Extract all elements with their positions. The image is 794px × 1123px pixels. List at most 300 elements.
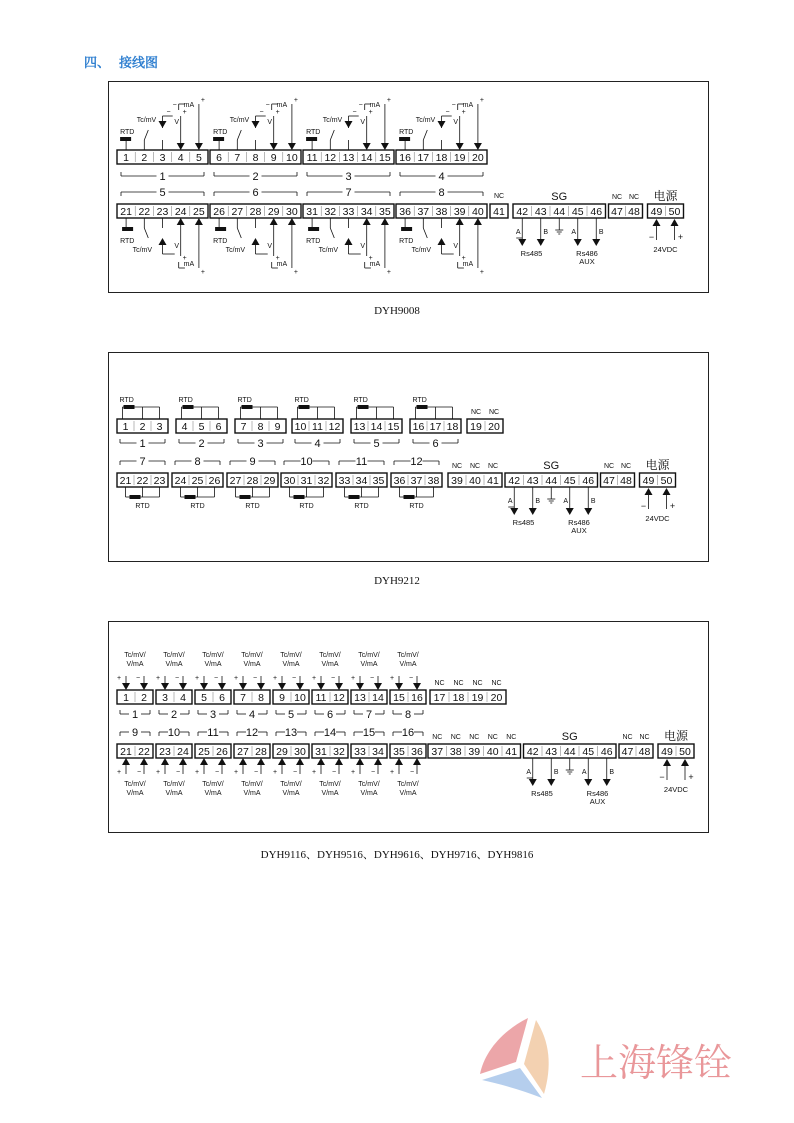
input-type-label: Tc/mV/	[319, 781, 341, 788]
ma-arrow-icon	[474, 143, 482, 150]
rtd-resistor-icon	[401, 227, 412, 231]
terminal-number: 39	[451, 475, 463, 487]
sg-label: SG	[543, 460, 560, 472]
terminal-number: 18	[452, 692, 465, 704]
terminal-number: 23	[159, 746, 171, 758]
terminal-number: 45	[563, 475, 576, 487]
plus-label: +	[200, 97, 205, 104]
rs485-aux-label: Rs486	[576, 249, 598, 258]
rtd-label: RTD	[213, 238, 228, 245]
arrow-down-icon	[592, 239, 600, 246]
tc-mv-label: Tc/mV	[132, 247, 153, 254]
minus-label: −	[292, 769, 298, 776]
caption-dyh9116-series: DYH9116、DYH9516、DYH9616、DYH9716、DYH9816	[260, 849, 534, 861]
input-type-label: Tc/mV/	[397, 781, 419, 788]
input-type-label: Tc/mV/	[319, 652, 341, 659]
nc-label: NC	[451, 463, 463, 470]
power-plus-label: +	[688, 772, 694, 782]
tc-arrow-icon	[438, 238, 446, 245]
rtd-label: RTD	[294, 397, 309, 404]
terminal-number: 38	[427, 475, 440, 487]
terminal-number: 30	[294, 746, 306, 758]
watermark-text: 上海锋铨	[580, 1041, 733, 1085]
arrow-up-icon	[663, 488, 671, 495]
minus-label: −	[259, 109, 264, 116]
input-type-label: V/mA	[399, 790, 417, 797]
arrow-up-icon	[645, 488, 653, 495]
tc-mv-label: Tc/mV	[136, 117, 157, 124]
group-label: 7	[139, 456, 146, 468]
terminal-number: 12	[324, 152, 337, 164]
minus-label: −	[358, 102, 363, 109]
terminal-number: 19	[471, 692, 484, 704]
rtd-label: RTD	[135, 503, 150, 510]
wire-line	[330, 228, 334, 238]
terminal-number: 15	[379, 152, 391, 164]
arrow-down-icon	[529, 508, 537, 515]
rtd-label: RTD	[354, 503, 369, 510]
v-label: V	[360, 119, 366, 126]
terminal-number: 32	[324, 206, 337, 218]
rtd-resistor-icon	[294, 495, 305, 499]
group-label: 4	[314, 438, 321, 450]
group-label: 16	[401, 727, 415, 739]
terminal-a-label: A	[515, 229, 521, 236]
group-label: 12	[410, 456, 423, 468]
group-label: 9	[131, 727, 139, 739]
terminal-number: 2	[141, 152, 148, 164]
terminal-number: 9	[274, 421, 281, 433]
terminal-number: 28	[246, 475, 259, 487]
input-type-label: Tc/mV/	[202, 781, 224, 788]
rtd-resistor-icon	[124, 405, 135, 409]
group-label: 6	[326, 709, 334, 721]
terminal-number: 42	[526, 746, 539, 758]
group-label: 13	[284, 727, 298, 739]
minus-label: −	[445, 109, 450, 116]
terminal-number: 23	[153, 475, 166, 487]
nc-label: NC	[603, 463, 615, 470]
terminal-a-label: A	[563, 498, 569, 505]
group-label: 11	[207, 727, 219, 739]
rs485-aux-label: Rs486	[568, 518, 590, 527]
terminal-number: 33	[354, 746, 366, 758]
wiring-diagram-dyh9116-series	[108, 621, 709, 833]
plus-label: +	[461, 255, 466, 262]
group-label: 2	[170, 709, 178, 721]
group-label: 10	[300, 456, 313, 468]
nc-label: NC	[506, 734, 517, 741]
tc-arrow-icon	[159, 238, 167, 245]
rtd-resistor-icon	[306, 137, 317, 141]
terminal-number: 32	[317, 475, 330, 487]
input-type-label: V/mA	[165, 661, 183, 668]
aux-label: AUX	[589, 797, 606, 806]
group-label: 7	[365, 709, 373, 721]
terminal-number: 19	[453, 152, 466, 164]
terminal-b-label: B	[553, 769, 559, 776]
input-type-label: V/mA	[243, 790, 261, 797]
terminal-number: 36	[411, 746, 423, 758]
rs485-label: Rs485	[512, 518, 535, 527]
terminal-number: 46	[590, 206, 603, 218]
terminal-number: 6	[216, 152, 223, 164]
plus-label: +	[461, 109, 466, 116]
rtd-label: RTD	[399, 238, 414, 245]
rtd-label: RTD	[409, 503, 424, 510]
terminal-number: 36	[399, 206, 411, 218]
v-arrow-icon	[456, 143, 464, 150]
plus-label: +	[116, 675, 122, 682]
wiring-diagram-dyh9008	[108, 81, 709, 293]
terminal-number: 34	[355, 475, 368, 487]
rtd-resistor-icon	[215, 227, 226, 231]
minus-label: −	[174, 675, 180, 682]
rtd-label: RTD	[245, 503, 260, 510]
minus-label: −	[370, 769, 376, 776]
terminal-number: 44	[563, 746, 576, 758]
terminal-number: 31	[306, 206, 318, 218]
minus-label: −	[409, 769, 415, 776]
terminal-number: 12	[333, 692, 345, 704]
arrow-up-icon	[663, 759, 671, 766]
minus-label: −	[135, 675, 141, 682]
input-type-label: Tc/mV/	[241, 781, 263, 788]
nc-label: NC	[628, 194, 640, 201]
rtd-label: RTD	[178, 397, 193, 404]
input-arrow-icon	[140, 683, 148, 690]
terminal-number: 37	[410, 475, 423, 487]
plus-label: +	[389, 769, 395, 776]
terminal-number: 29	[276, 746, 288, 758]
rtd-resistor-icon	[358, 405, 369, 409]
v-label: V	[453, 243, 459, 250]
terminal-number: 41	[505, 746, 518, 758]
terminal-number: 47	[603, 475, 615, 487]
terminal-number: 1	[123, 152, 130, 164]
terminal-number: 48	[638, 746, 651, 758]
group-label: 5	[159, 187, 166, 199]
terminal-number: 17	[417, 152, 430, 164]
terminal-number: 25	[198, 746, 210, 758]
terminal-number: 29	[263, 475, 276, 487]
v-arrow-icon	[363, 218, 371, 225]
terminal-number: 6	[219, 692, 225, 704]
plus-label: +	[194, 769, 200, 776]
arrow-up-icon	[653, 219, 661, 226]
arrow-down-icon	[603, 779, 611, 786]
plus-label: +	[293, 269, 298, 276]
group-label: 5	[373, 438, 380, 450]
nc-label: NC	[469, 734, 480, 741]
terminal-number: 16	[399, 152, 411, 164]
v-label: V	[267, 243, 273, 250]
plus-label: +	[272, 769, 278, 776]
minus-label: −	[451, 102, 456, 109]
terminal-number: 22	[136, 475, 149, 487]
plus-label: +	[155, 769, 161, 776]
input-arrow-icon	[200, 683, 208, 690]
group-label: 1	[139, 438, 146, 450]
terminal-number: 14	[370, 421, 383, 433]
input-type-label: Tc/mV/	[124, 652, 146, 659]
caption-dyh9212: DYH9212	[374, 575, 420, 587]
plus-label: +	[233, 769, 239, 776]
terminal-number: 48	[620, 475, 632, 487]
wire-line	[330, 130, 334, 140]
input-type-label: Tc/mV/	[397, 652, 419, 659]
plus-label: +	[479, 269, 484, 276]
plus-label: +	[275, 109, 280, 116]
group-label: 2	[198, 438, 205, 450]
terminal-number: 47	[611, 206, 623, 218]
rtd-label: RTD	[306, 129, 321, 136]
input-type-label: V/mA	[204, 661, 222, 668]
input-type-label: Tc/mV/	[202, 652, 224, 659]
terminal-number: 14	[360, 152, 373, 164]
minus-label: −	[253, 769, 259, 776]
terminal-number: 47	[621, 746, 634, 758]
group-label: 1	[159, 171, 166, 183]
terminal-number: 11	[315, 692, 327, 704]
terminal-number: 39	[468, 746, 481, 758]
terminal-number: 15	[387, 421, 400, 433]
nc-label: NC	[620, 463, 632, 470]
arrow-up-icon	[122, 758, 130, 765]
group-label: 6	[432, 438, 439, 450]
terminal-number: 38	[449, 746, 462, 758]
terminal-number: 31	[300, 475, 313, 487]
arrow-down-icon	[537, 239, 545, 246]
plus-label: +	[311, 769, 317, 776]
terminal-number: 50	[679, 746, 691, 758]
rtd-resistor-icon	[122, 227, 133, 231]
plus-label: +	[293, 97, 298, 104]
terminal-a-label: A	[571, 229, 577, 236]
minus-label: −	[175, 769, 181, 776]
terminal-number: 15	[393, 692, 405, 704]
v-label: V	[267, 119, 273, 126]
rtd-resistor-icon	[120, 137, 131, 141]
arrow-up-icon	[296, 758, 304, 765]
group-label: 15	[362, 727, 376, 739]
terminal-number: 44	[545, 475, 558, 487]
nc-label: NC	[469, 463, 481, 470]
terminal-number: 26	[216, 746, 228, 758]
rtd-label: RTD	[299, 503, 314, 510]
rtd-label: RTD	[399, 129, 414, 136]
nc-label: NC	[470, 409, 482, 416]
arrow-up-icon	[239, 758, 247, 765]
terminal-number: 40	[472, 206, 484, 218]
terminal-number: 40	[486, 746, 499, 758]
rs485-label: Rs485	[520, 249, 543, 258]
terminal-number: 23	[156, 206, 169, 218]
rs485-label: Rs485	[531, 789, 553, 798]
terminal-number: 17	[429, 421, 442, 433]
input-type-label: Tc/mV/	[280, 781, 302, 788]
terminal-number: 29	[267, 206, 280, 218]
group-label: 4	[438, 171, 445, 183]
terminal-number: 3	[156, 421, 163, 433]
input-arrow-icon	[317, 683, 325, 690]
input-arrow-icon	[278, 683, 286, 690]
terminal-number: 45	[571, 206, 584, 218]
rtd-resistor-icon	[213, 137, 224, 141]
group-label: 8	[438, 187, 445, 199]
arrow-up-icon	[335, 758, 343, 765]
group-label: 6	[252, 187, 259, 199]
terminal-number: 4	[181, 421, 188, 433]
terminal-number: 25	[193, 206, 205, 218]
input-type-label: V/mA	[282, 661, 300, 668]
power-minus-label: −	[640, 501, 647, 511]
arrow-up-icon	[257, 758, 265, 765]
diagram-dyh9116-svg	[109, 622, 707, 831]
terminal-number: 27	[237, 746, 249, 758]
plus-label: +	[194, 675, 200, 682]
minus-label: −	[166, 109, 171, 116]
input-arrow-icon	[335, 683, 343, 690]
terminal-number: 8	[252, 152, 259, 164]
terminal-number: 5	[198, 421, 205, 433]
plus-label: +	[116, 769, 122, 776]
watermark-logo-svg	[470, 1012, 770, 1102]
terminal-number: 20	[472, 152, 484, 164]
arrow-up-icon	[681, 759, 689, 766]
arrow-up-icon	[200, 758, 208, 765]
terminal-number: 13	[353, 421, 366, 433]
wire-line	[237, 228, 241, 238]
v-label: V	[360, 243, 366, 250]
terminal-number: 28	[249, 206, 262, 218]
group-label: 8	[194, 456, 201, 468]
terminal-number: 49	[661, 746, 673, 758]
plus-label: +	[182, 109, 187, 116]
group-label: 7	[345, 187, 352, 199]
v-label: V	[453, 119, 459, 126]
rtd-resistor-icon	[308, 227, 319, 231]
arrow-down-icon	[547, 779, 555, 786]
tc-mv-label: Tc/mV	[229, 117, 250, 124]
terminal-number: 35	[372, 475, 385, 487]
plus-label: +	[233, 675, 239, 682]
arrow-up-icon	[356, 758, 364, 765]
terminal-number: 21	[119, 475, 132, 487]
terminal-number: 20	[490, 692, 503, 704]
nc-label: NC	[487, 463, 499, 470]
nc-label: NC	[622, 734, 633, 741]
plus-label: +	[386, 269, 391, 276]
power-label: 电源	[645, 458, 670, 472]
terminal-number: 4	[177, 152, 184, 164]
rtd-label: RTD	[353, 397, 368, 404]
plus-label: +	[368, 255, 373, 262]
wire-line	[144, 228, 148, 238]
terminal-number: 26	[213, 206, 225, 218]
terminal-number: 28	[255, 746, 267, 758]
ma-label: mA	[183, 102, 195, 109]
terminal-number: 13	[342, 152, 355, 164]
terminal-number: 10	[294, 421, 307, 433]
rtd-resistor-icon	[349, 495, 360, 499]
group-label: 14	[323, 727, 337, 739]
rtd-resistor-icon	[404, 495, 415, 499]
terminal-number: 22	[138, 746, 150, 758]
minus-label: −	[331, 769, 337, 776]
input-type-label: Tc/mV/	[280, 652, 302, 659]
aux-label: AUX	[579, 257, 595, 266]
arrow-up-icon	[374, 758, 382, 765]
arrow-down-icon	[566, 508, 574, 515]
rtd-resistor-icon	[242, 405, 253, 409]
terminal-number: 7	[240, 692, 246, 704]
input-arrow-icon	[257, 683, 265, 690]
nc-label: NC	[472, 680, 483, 687]
rtd-label: RTD	[213, 129, 228, 136]
minus-label: −	[136, 769, 142, 776]
ma-label: mA	[276, 261, 288, 268]
power-minus-label: −	[648, 232, 655, 242]
plus-label: +	[182, 255, 187, 262]
plus-label: +	[389, 675, 395, 682]
vdc-label: 24VDC	[645, 514, 670, 523]
terminal-number: 3	[159, 152, 166, 164]
terminal-number: 9	[279, 692, 285, 704]
terminal-number: 44	[553, 206, 566, 218]
minus-label: −	[172, 102, 177, 109]
input-arrow-icon	[218, 683, 226, 690]
terminal-number: 24	[174, 475, 187, 487]
diagram-dyh9008-svg	[109, 82, 707, 291]
terminal-number: 35	[379, 206, 391, 218]
company-watermark	[470, 1012, 770, 1102]
tc-mv-label: Tc/mV	[411, 247, 432, 254]
group-label: 12	[245, 727, 259, 739]
arrow-up-icon	[671, 219, 679, 226]
tc-arrow-icon	[252, 238, 260, 245]
terminal-number: 35	[393, 746, 405, 758]
terminal-number: 41	[493, 206, 505, 218]
diagram-dyh9212-svg	[109, 353, 707, 560]
terminal-number: 21	[120, 746, 132, 758]
v-arrow-icon	[270, 218, 278, 225]
plus-label: +	[155, 675, 161, 682]
nc-label: NC	[493, 193, 505, 200]
v-arrow-icon	[177, 218, 185, 225]
input-type-label: V/mA	[282, 790, 300, 797]
power-minus-label: −	[659, 772, 665, 782]
sg-label: SG	[561, 731, 578, 743]
arrow-down-icon	[574, 239, 582, 246]
terminal-number: 50	[660, 475, 673, 487]
terminal-b-label: B	[543, 229, 549, 236]
input-type-label: V/mA	[204, 790, 222, 797]
rtd-resistor-icon	[240, 495, 251, 499]
terminal-number: 34	[372, 746, 384, 758]
arrow-down-icon	[584, 508, 592, 515]
terminal-number: 37	[417, 206, 430, 218]
plus-label: +	[275, 255, 280, 262]
arrow-up-icon	[218, 758, 226, 765]
terminal-number: 22	[138, 206, 151, 218]
nc-label: NC	[611, 194, 623, 201]
terminal-number: 49	[642, 475, 655, 487]
terminal-number: 24	[174, 206, 187, 218]
plus-label: +	[311, 675, 317, 682]
terminal-number: 8	[258, 692, 264, 704]
terminal-number: 50	[668, 206, 681, 218]
